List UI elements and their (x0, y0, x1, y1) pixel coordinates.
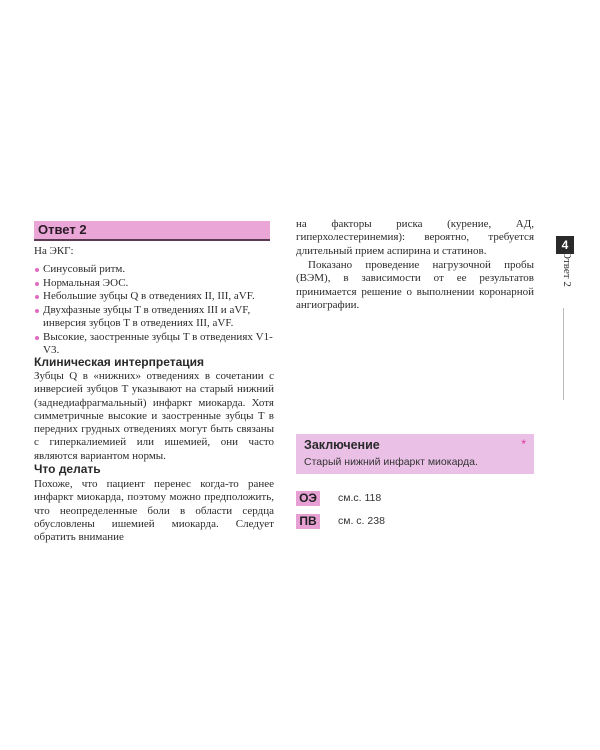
list-item: Нормальная ЭОС. (34, 277, 274, 291)
ref-badge-oe: ОЭ (296, 491, 320, 506)
whattodo-text: Похоже, что пациент перенес когда-то ранее инфаркт миокарда, поэтому можно предположить, что неопределенные боли в области сердца обусловлены ишемией миокарда. Следует обратить внимание (34, 478, 274, 544)
answer-heading: Ответ 2 (38, 222, 87, 237)
clinical-title: Клиническая интерпретация (34, 355, 205, 369)
chapter-number-tab: 4 (556, 236, 574, 254)
whattodo-title: Что делать (34, 462, 101, 476)
list-item: Синусовый ритм. (34, 263, 274, 277)
ecg-findings-list (34, 263, 274, 358)
conclusion-title: Заключение (304, 438, 380, 452)
answer-heading-bar (34, 221, 270, 241)
ref-badge-pv: ПВ (296, 514, 320, 529)
list-item: Небольшие зубцы Q в отведениях II, III, aVF. (34, 290, 274, 304)
ecg-intro: На ЭКГ: (34, 245, 74, 257)
list-item: Двухфазные зубцы T в отведениях III и aVF, инверсия зубцов T в отведениях III, aVF. (34, 304, 274, 331)
clinical-text: Зубцы Q в «нижних» отведениях в сочетании с инверсией зубцов T указывают на старый нижний (заднедиафрагмальный) инфаркт миокарда. Хотя симметричные высокие и заостренные зубцы T в передних грудных отведениях могут быть связаны с гиперкалиемией или ишемией, они часто являются вариантом нормы. (34, 370, 274, 462)
conclusion-text: Старый нижний инфаркт миокарда. (304, 456, 478, 468)
right-para-1: на факторы риска (курение, АД, гиперхолестеринемия): вероятно, требуется длительный прием аспирина и статинов. (296, 218, 534, 257)
ref-text-oe[interactable]: см.с. 118 (338, 492, 382, 504)
ref-text-pv[interactable]: см. с. 238 (338, 515, 385, 527)
star-icon: * (521, 437, 526, 451)
side-divider (563, 308, 564, 400)
right-para-2: Показано проведение нагрузочной пробы (ВЭМ), в зависимости от ее результатов принимается решение о выполнении коронарной ангиографии. (296, 259, 534, 311)
conclusion-box (296, 434, 534, 474)
list-item: Высокие, заостренные зубцы T в отведениях V1-V3. (34, 331, 274, 358)
side-answer-label: Ответ 2 (561, 251, 573, 287)
